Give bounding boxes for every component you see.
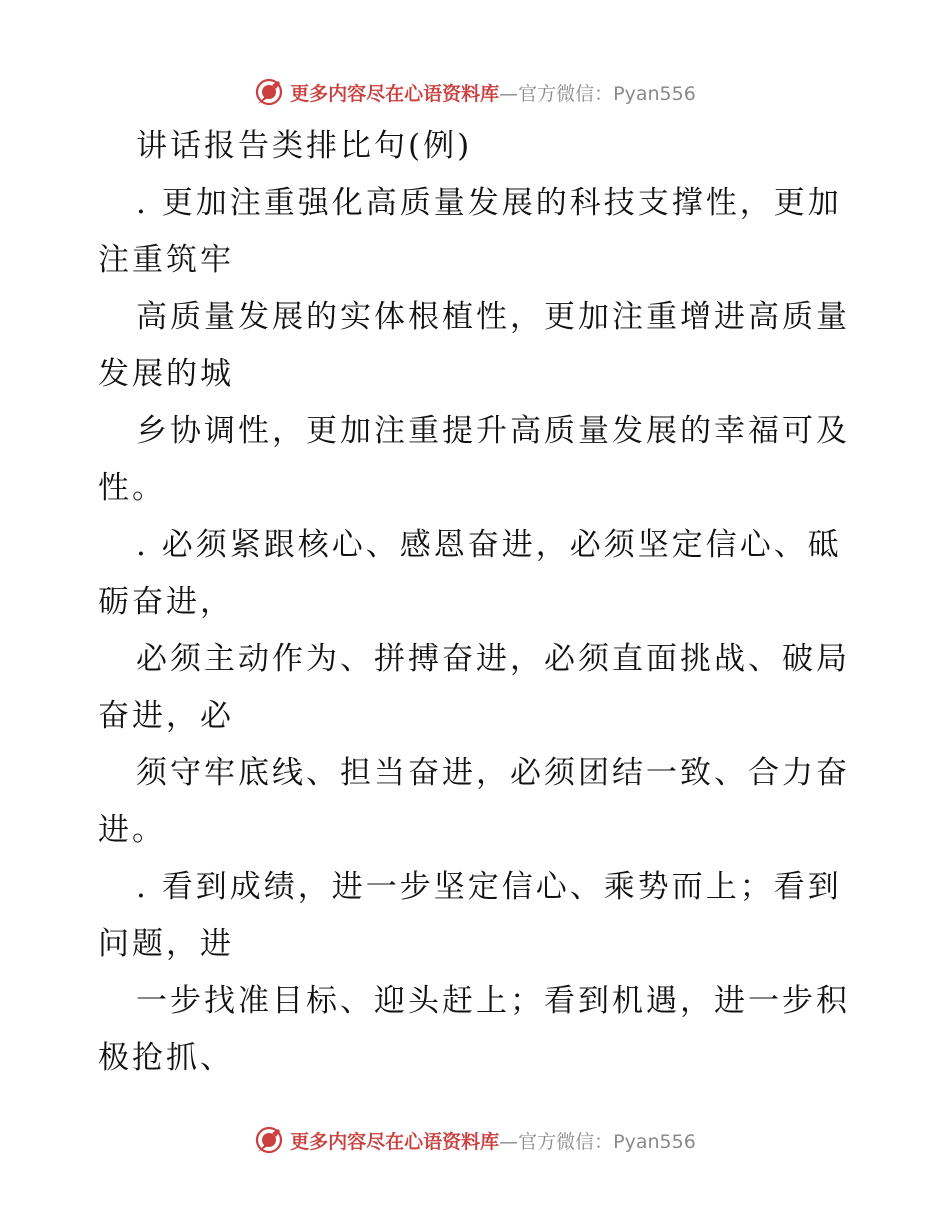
text-line: 高质量发展的实体根植性，更加注重增进高质量	[136, 299, 850, 335]
text-line: 讲话报告类排比句(例)	[136, 128, 473, 164]
text-line: 性。	[98, 470, 166, 506]
text-line: 极抢抓、	[98, 1040, 234, 1076]
text-line: 一步找准目标、迎头赶上；看到机遇，进一步积	[136, 983, 850, 1019]
text-line: 砺奋进，	[98, 584, 234, 620]
header-watermark	[0, 72, 950, 112]
document-body	[98, 118, 858, 1087]
text-line: . 必须紧跟核心、感恩奋进，必须坚定信心、砥	[136, 527, 842, 563]
watermark-wechat: —官方微信：Pyan556	[499, 1130, 696, 1153]
watermark-title: 更多内容尽在心语资料库	[290, 1130, 500, 1153]
text-line: 奋进，必	[98, 698, 234, 734]
fountain-pen-logo-icon	[254, 77, 284, 107]
watermark-wechat: —官方微信：Pyan556	[499, 82, 696, 105]
text-line: 必须主动作为、拼搏奋进，必须直面挑战、破局	[136, 641, 850, 677]
text-line: 须守牢底线、担当奋进，必须团结一致、合力奋	[136, 755, 850, 791]
footer-watermark	[0, 1120, 950, 1160]
text-line: . 看到成绩，进一步坚定信心、乘势而上；看到	[136, 869, 842, 905]
text-line: 发展的城	[98, 356, 234, 392]
text-line: 问题，进	[98, 926, 234, 962]
watermark-title: 更多内容尽在心语资料库	[290, 82, 500, 105]
text-line: 进。	[98, 812, 166, 848]
text-line: 注重筑牢	[98, 242, 234, 278]
text-line: 乡协调性，更加注重提升高质量发展的幸福可及	[136, 413, 850, 449]
fountain-pen-logo-icon	[254, 1125, 284, 1155]
text-line: . 更加注重强化高质量发展的科技支撑性，更加	[136, 185, 842, 221]
